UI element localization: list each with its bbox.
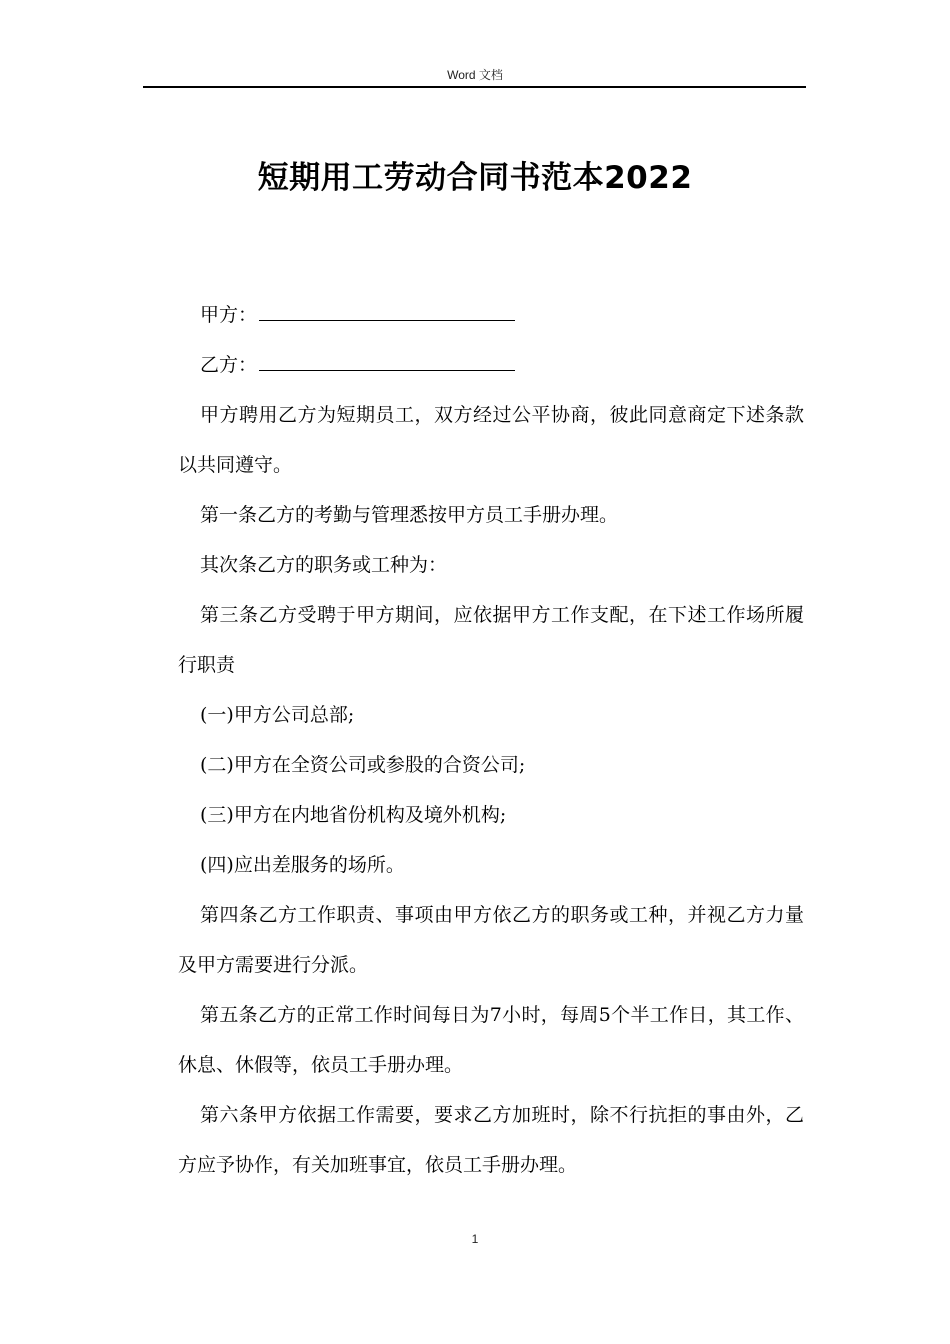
party-a-blank[interactable] <box>259 296 515 321</box>
document-title: 短期用工劳动合同书范本2022 <box>257 160 693 196</box>
page-number: 1 <box>471 1232 479 1246</box>
paragraph-article-4: 第四条乙方工作职责、事项由甲方依乙方的职务或工种，并视乙方力量及甲方需要进行分派。 <box>178 904 804 976</box>
party-a-label: 甲方： <box>200 304 258 326</box>
header-divider <box>143 86 806 88</box>
list-item-workplace-1: (一)甲方公司总部; <box>200 704 355 726</box>
paragraph-intro: 甲方聘用乙方为短期员工，双方经过公平协商，彼此同意商定下述条款以共同遵守。 <box>178 404 804 476</box>
page-header-label: Word 文档 <box>447 68 503 82</box>
paragraph-article-1: 第一条乙方的考勤与管理悉按甲方员工手册办理。 <box>200 504 619 526</box>
party-b-label: 乙方： <box>200 354 258 376</box>
paragraph-article-6: 第六条甲方依据工作需要，要求乙方加班时，除不行抗拒的事由外，乙方应予协作，有关加班事宜，依员工手册办理。 <box>178 1104 804 1176</box>
party-a-line <box>178 290 804 340</box>
paragraph-article-3: 第三条乙方受聘于甲方期间，应依据甲方工作支配，在下述工作场所履行职责 <box>178 604 804 676</box>
party-b-line <box>178 340 804 390</box>
paragraph-article-5: 第五条乙方的正常工作时间每日为7小时，每周5个半工作日，其工作、休息、休假等，依员工手册办理。 <box>178 1004 804 1076</box>
list-item-workplace-3: (三)甲方在内地省份机构及境外机构; <box>200 804 507 826</box>
list-item-workplace-2: (二)甲方在全资公司或参股的合资公司; <box>200 754 526 776</box>
paragraph-article-2: 其次条乙方的职务或工种为： <box>200 554 448 576</box>
document-body <box>178 290 804 1190</box>
list-item-workplace-4: (四)应出差服务的场所。 <box>200 854 405 876</box>
party-b-blank[interactable] <box>259 346 515 371</box>
